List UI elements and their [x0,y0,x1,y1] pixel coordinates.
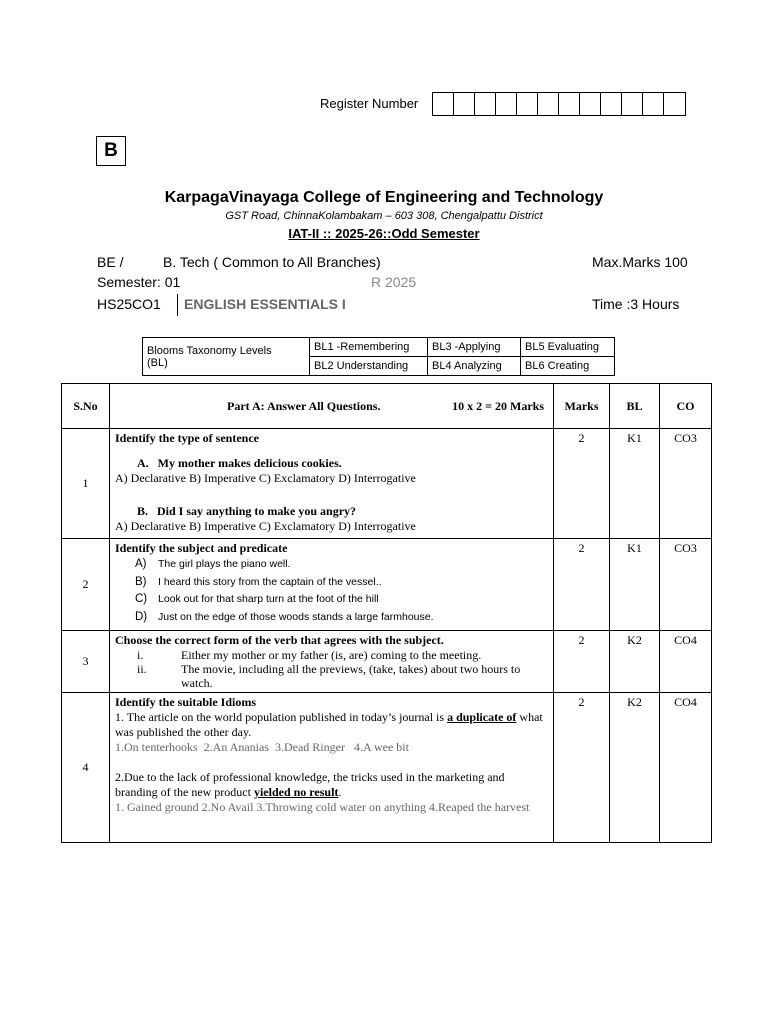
course-divider [177,294,178,316]
item-numeral: i. [137,648,144,662]
item-text: The movie, including all the previews, (take, takes) about two hours to watch. [181,662,521,690]
verb-list [115,648,548,690]
question-bl: K2 [610,631,660,693]
question-co: CO3 [660,539,712,631]
sub-question-a: A. My mother makes delicious cookies. [137,456,342,470]
item-text: Look out for that sharp turn at the foot of the hill [158,593,379,605]
table-header-row [62,384,712,429]
idiom-q1-options: 1.On tenterhooks 2.An Ananias 3.Dead Ringer 4.A wee bit [115,740,409,754]
part-title: Part A: Answer All Questions. [227,398,381,413]
co-header: CO [660,384,712,429]
sub-question-b-options: A) Declarative B) Imperative C) Exclamatory D) Interrogative [115,519,416,533]
question-body [110,539,554,631]
part-marks: 10 x 2 = 20 Marks [452,398,544,413]
register-number-cell [643,93,664,115]
question-number: 3 [62,631,110,693]
register-number-boxes [432,92,686,116]
idiom-q2-text: 2.Due to the lack of professional knowledge, the tricks used in the marketing and branding of the new product [115,770,505,799]
item-text: I heard this story from the captain of the vessel.. [158,575,382,588]
question-number: 1 [62,429,110,539]
question-bl: K1 [610,539,660,631]
register-number-cell [559,93,580,115]
item-letter: A) [135,558,147,570]
register-number-cell [496,93,517,115]
item-letter: C) [135,593,148,605]
item-letter: D) [135,610,148,623]
course-name: ENGLISH ESSENTIALS I [184,296,346,312]
question-marks: 2 [554,429,610,539]
item-letter: B) [135,575,147,588]
bl-header: BL [610,384,660,429]
course-code: HS25CO1 [97,296,161,312]
register-number-cell [517,93,538,115]
idiom-q2-text-end: . [338,785,342,799]
part-header [110,384,554,429]
idiom-question-1 [115,710,548,740]
college-address: GST Road, ChinnaKolambakam – 603 308, Chengalpattu District [225,210,543,222]
bl5-cell: BL5 Evaluating [521,338,615,357]
table-row [62,631,712,693]
register-number-cell [664,93,685,115]
register-number-cell [475,93,496,115]
list-item [115,609,548,627]
question-title: Choose the correct form of the verb that agrees with the subject. [115,633,444,647]
question-number: 4 [62,693,110,843]
sno-header: S.No [62,384,110,429]
question-title: Identify the suitable Idioms [115,695,257,709]
sub-question-a-options: A) Declarative B) Imperative C) Exclamatory D) Interrogative [115,471,416,485]
register-number-cell [580,93,601,115]
question-co: CO4 [660,631,712,693]
question-marks: 2 [554,693,610,843]
register-number-cell [622,93,643,115]
exam-title: IAT-II :: 2025-26::Odd Semester [288,226,480,241]
question-co: CO3 [660,429,712,539]
exam-duration: Time :3 Hours [592,296,680,312]
table-row [62,693,712,843]
idiom-question-2 [115,770,548,800]
question-number: 2 [62,539,110,631]
bl4-cell: BL4 Analyzing [428,357,521,376]
list-item [115,648,548,662]
list-item [115,591,548,609]
college-name: KarpagaVinayaga College of Engineering and Technology [164,189,604,206]
question-bl: K2 [610,693,660,843]
idiom-q1-text-end: what was published the other day. [115,710,543,739]
sentence-list [115,556,548,626]
idiom-q2-options: 1. Gained ground 2.No Avail 3.Throwing cold water on anything 4.Reaped the harvest [115,800,530,814]
question-set-code: B [96,136,126,166]
question-marks: 2 [554,631,610,693]
bl1-cell: BL1 -Remembering [310,338,428,357]
blooms-taxonomy-table [142,337,615,376]
register-number-label: Register Number [320,96,419,111]
question-body [110,693,554,843]
register-number-cell [454,93,475,115]
question-bl: K1 [610,429,660,539]
degree-prefix: BE / [97,254,124,270]
question-title: Identify the subject and predicate [115,541,288,555]
max-marks: Max.Marks 100 [592,254,688,270]
bl2-cell: BL2 Understanding [310,357,428,376]
item-numeral: ii. [137,662,147,676]
list-item [115,662,548,690]
sub-question-b: B. Did I say anything to make you angry? [137,504,357,518]
questions-table [61,383,712,843]
table-row [62,429,712,539]
item-text: The girl plays the piano well. [158,558,291,570]
question-body [110,429,554,539]
blooms-label-line1: Blooms Taxonomy Levels [147,344,272,357]
idiom-q1-highlight: a duplicate [447,710,507,724]
regulation: R 2025 [371,274,417,290]
bl6-cell: BL6 Creating [521,357,615,376]
question-co: CO4 [660,693,712,843]
question-body [110,631,554,693]
item-text: Just on the edge of those woods stands a large farmhouse. [158,610,434,623]
blooms-label [143,338,310,376]
blooms-label-line2: (BL) [147,356,168,369]
degree-name: B. Tech ( Common to All Branches) [163,254,381,270]
bl3-cell: BL3 -Applying [428,338,521,357]
table-row [62,539,712,631]
list-item [115,556,548,574]
marks-header: Marks [554,384,610,429]
register-number-cell [601,93,622,115]
item-text: Either my mother or my father (is, are) coming to the meeting. [181,648,482,662]
list-item [115,574,548,592]
register-number-cell [433,93,454,115]
idiom-q2-highlight: yielded no result [253,785,339,799]
idiom-q1-text: 1. The article on the world population published in today’s journal is [115,710,448,724]
question-marks: 2 [554,539,610,631]
semester: Semester: 01 [97,274,181,290]
idiom-q1-highlight-end: of [506,710,517,724]
question-title: Identify the type of sentence [115,431,259,445]
register-number-cell [538,93,559,115]
